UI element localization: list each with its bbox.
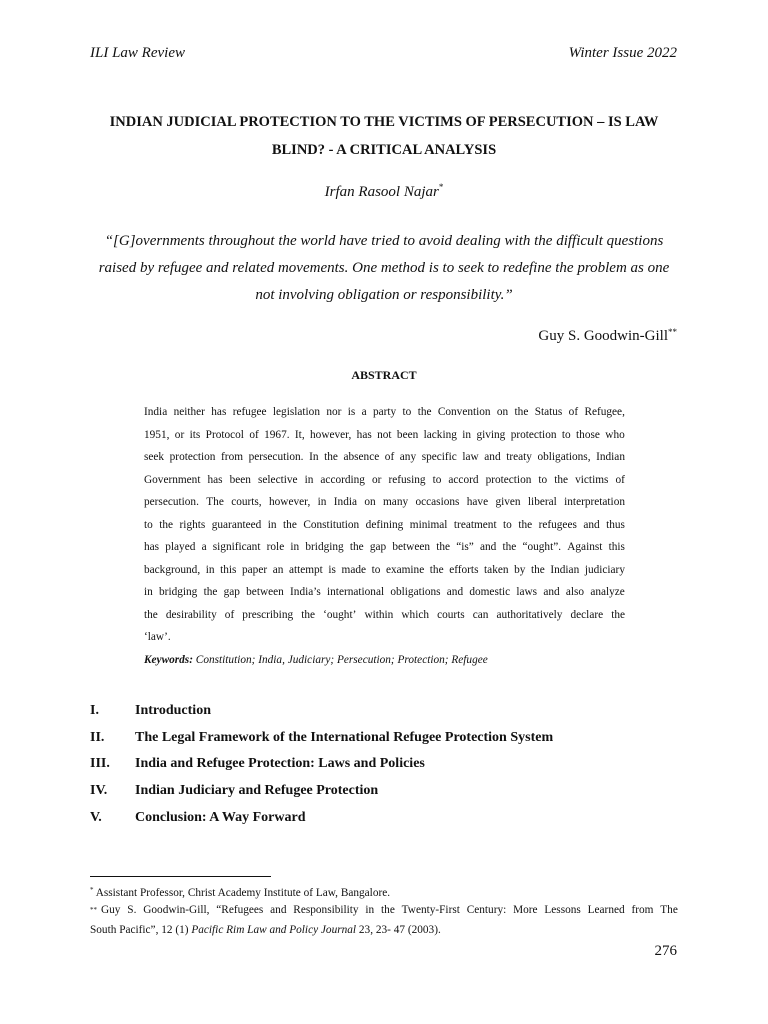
word: the bbox=[203, 586, 218, 598]
word: has bbox=[144, 541, 160, 553]
word: background, bbox=[144, 563, 201, 576]
word: Goodwin-Gill, bbox=[143, 904, 210, 916]
word: and bbox=[446, 586, 464, 598]
toc-number: III. bbox=[90, 756, 110, 772]
word: the bbox=[530, 563, 545, 576]
word: 1967. bbox=[264, 428, 290, 441]
word: bridging bbox=[159, 586, 198, 598]
word: refusing bbox=[388, 473, 426, 486]
word: the bbox=[381, 904, 395, 916]
word: of bbox=[568, 406, 579, 418]
word: and bbox=[270, 904, 287, 916]
toc-item bbox=[90, 698, 553, 725]
word: Protocol bbox=[205, 428, 244, 441]
word: attempt bbox=[288, 563, 323, 576]
word: gap bbox=[223, 586, 240, 598]
word: and bbox=[484, 451, 501, 463]
word: courts bbox=[437, 608, 465, 621]
footnote-2-text bbox=[101, 902, 678, 922]
toc-number: II. bbox=[90, 729, 105, 745]
word: many bbox=[383, 496, 409, 508]
word: in bbox=[144, 586, 153, 598]
author-byline bbox=[90, 182, 678, 201]
word: within bbox=[364, 608, 394, 621]
word: to bbox=[561, 428, 571, 441]
word: specific bbox=[421, 451, 457, 463]
word: and bbox=[543, 586, 560, 598]
word: however, bbox=[310, 428, 352, 441]
word: Responsibility bbox=[293, 904, 359, 916]
toc-title: Introduction bbox=[135, 703, 211, 719]
footnote-2-start bbox=[90, 902, 97, 922]
word: or bbox=[174, 428, 185, 441]
epigraph bbox=[90, 228, 678, 309]
word: absence bbox=[343, 451, 380, 463]
word: has bbox=[356, 428, 372, 441]
abstract-line bbox=[144, 469, 625, 492]
word: played bbox=[165, 541, 196, 553]
word: Against bbox=[567, 541, 603, 553]
word: the bbox=[283, 518, 297, 531]
word: India bbox=[144, 406, 168, 418]
word: Indian bbox=[596, 451, 625, 463]
footnote-marker: * bbox=[90, 886, 94, 894]
word: neither bbox=[173, 406, 205, 418]
footnote-1 bbox=[90, 882, 678, 902]
word: Century: bbox=[466, 904, 507, 916]
toc-item bbox=[90, 751, 553, 778]
word: persecution. bbox=[248, 451, 304, 463]
word: treaty bbox=[506, 451, 532, 463]
author-name: Irfan Rasool Najar bbox=[324, 184, 439, 200]
word: however, bbox=[269, 496, 311, 508]
page-number: 276 bbox=[654, 943, 677, 959]
word: More bbox=[513, 904, 538, 916]
toc-number: IV. bbox=[90, 783, 108, 799]
abstract-line bbox=[144, 559, 625, 582]
word: to bbox=[503, 518, 512, 531]
word: 1951, bbox=[144, 428, 170, 441]
word: any bbox=[399, 451, 417, 463]
word: guaranteed bbox=[211, 518, 262, 531]
word: examine bbox=[385, 563, 425, 576]
word: seek bbox=[144, 451, 165, 463]
abstract-line bbox=[144, 581, 625, 604]
table-of-contents bbox=[90, 698, 553, 831]
toc-number: V. bbox=[90, 809, 102, 825]
abstract-line bbox=[144, 604, 625, 627]
footnote-text: Assistant Professor, Christ Academy Institute of Law, Bangalore. bbox=[95, 887, 391, 899]
word: who bbox=[605, 428, 625, 441]
word: the bbox=[417, 406, 432, 418]
toc-title: Indian Judiciary and Refugee Protection bbox=[135, 783, 379, 799]
word: given bbox=[495, 496, 521, 508]
word: law bbox=[462, 451, 479, 463]
word: S. bbox=[127, 904, 137, 916]
issue-label: Winter Issue 2022 bbox=[568, 45, 677, 61]
word: significant bbox=[212, 541, 261, 553]
word: between bbox=[392, 541, 431, 553]
word: selective bbox=[258, 473, 298, 486]
word: Status bbox=[534, 406, 563, 418]
word: obligations, bbox=[537, 451, 591, 463]
word: in bbox=[205, 563, 215, 576]
epigraph-line-2: raised by refugee and related movements. One method is to seek to redefine the problem as one bbox=[98, 260, 670, 276]
word: Convention bbox=[437, 406, 491, 418]
title-line-1: INDIAN JUDICIAL PROTECTION TO THE VICTIMS OF PERSECUTION – IS LAW bbox=[109, 114, 659, 130]
word: In bbox=[309, 451, 319, 463]
abstract-heading: ABSTRACT bbox=[351, 368, 417, 382]
footnote-divider bbox=[90, 876, 271, 877]
keywords-line bbox=[144, 649, 625, 672]
word: occasions bbox=[415, 496, 460, 508]
word: in bbox=[290, 541, 300, 553]
word: minimal bbox=[409, 518, 448, 531]
word: lacking bbox=[423, 428, 457, 441]
abstract-line bbox=[144, 446, 625, 469]
word: of bbox=[249, 428, 259, 441]
word: Guy bbox=[101, 904, 121, 916]
word: has bbox=[211, 406, 227, 418]
footnote-marker: ** bbox=[90, 906, 97, 914]
abstract-line bbox=[144, 514, 625, 537]
keywords-label: Keywords: bbox=[144, 653, 193, 666]
abstract-body bbox=[144, 401, 625, 671]
word: its bbox=[189, 428, 201, 441]
word: to bbox=[144, 518, 153, 531]
attribution-footnote-marker: ** bbox=[668, 327, 677, 337]
toc-title: The Legal Framework of the International Refugee Protection System bbox=[135, 729, 554, 745]
word: of bbox=[384, 451, 395, 463]
word: to bbox=[402, 406, 412, 418]
word: the bbox=[611, 608, 625, 621]
journal-name: ILI Law Review bbox=[90, 45, 185, 61]
word: in bbox=[304, 473, 314, 486]
word: persecution. bbox=[144, 496, 199, 508]
word: taken bbox=[484, 563, 509, 576]
word: protection bbox=[485, 473, 532, 486]
paper-title bbox=[90, 108, 678, 164]
toc-item bbox=[90, 804, 553, 831]
toc-number: I. bbox=[90, 703, 99, 719]
word: The bbox=[206, 496, 224, 508]
word: on bbox=[496, 406, 509, 418]
word: also bbox=[565, 586, 585, 598]
word: Lessons bbox=[544, 904, 581, 916]
toc-item bbox=[90, 725, 553, 752]
word: have bbox=[466, 496, 489, 508]
title-line-2: BLIND? - A CRITICAL ANALYSIS bbox=[271, 142, 497, 158]
word: analyze bbox=[590, 586, 625, 598]
epigraph-line-1: “[G]overnments throughout the world have tried to avoid dealing with the difficult questions bbox=[104, 233, 664, 249]
word: rights bbox=[179, 518, 206, 531]
word: the bbox=[502, 541, 517, 553]
word: a bbox=[361, 406, 367, 418]
word: which bbox=[401, 608, 429, 621]
word: those bbox=[576, 428, 600, 441]
word: judiciary bbox=[584, 563, 625, 576]
word: the bbox=[324, 451, 338, 463]
word: interpretation bbox=[564, 496, 625, 508]
word: The bbox=[660, 904, 678, 916]
word: Government bbox=[144, 473, 201, 486]
word: been bbox=[396, 428, 419, 441]
word: protection bbox=[510, 428, 557, 441]
word: the bbox=[429, 563, 444, 576]
abstract-line bbox=[144, 536, 625, 559]
word: to bbox=[538, 473, 548, 486]
word: the bbox=[518, 518, 533, 531]
word: from bbox=[631, 904, 654, 916]
footnotes bbox=[90, 882, 678, 939]
word: accord bbox=[448, 473, 479, 486]
word: this bbox=[608, 541, 625, 553]
word: from bbox=[221, 451, 244, 463]
word: between bbox=[246, 586, 284, 598]
word: or bbox=[372, 473, 382, 486]
word: India bbox=[333, 496, 357, 508]
word: ‘ought’ bbox=[323, 608, 357, 621]
word: the bbox=[554, 473, 569, 486]
word: the bbox=[349, 541, 364, 553]
word: victims bbox=[575, 473, 609, 486]
abstract-line: ‘law’. bbox=[144, 631, 171, 643]
word: laws bbox=[516, 586, 538, 598]
word: made bbox=[341, 563, 366, 576]
word: Twenty-First bbox=[401, 904, 460, 916]
word: the bbox=[144, 608, 158, 621]
word: bridging bbox=[305, 541, 344, 553]
word: legislation bbox=[272, 406, 320, 418]
word: in bbox=[462, 428, 472, 441]
word: gap bbox=[369, 541, 387, 553]
word: Refugee, bbox=[584, 406, 625, 418]
toc-item bbox=[90, 778, 553, 805]
word: the bbox=[301, 608, 316, 621]
word: an bbox=[272, 563, 284, 576]
word: by bbox=[514, 563, 526, 576]
word: can bbox=[472, 608, 489, 621]
word: “is” bbox=[456, 541, 474, 553]
word: refugee bbox=[232, 406, 267, 418]
word: party bbox=[372, 406, 397, 418]
abstract-line bbox=[144, 401, 625, 424]
word: the bbox=[514, 406, 529, 418]
word: is bbox=[328, 563, 336, 576]
footnote-2-line-2 bbox=[90, 922, 678, 939]
word: efforts bbox=[449, 563, 479, 576]
word: India’s bbox=[290, 586, 321, 598]
toc-title: India and Refugee Protection: Laws and Policies bbox=[135, 756, 425, 772]
word: in bbox=[365, 904, 375, 916]
word: has bbox=[207, 473, 223, 486]
word: not bbox=[377, 428, 392, 441]
word: the bbox=[159, 518, 174, 531]
word: the bbox=[436, 541, 451, 553]
word: declare bbox=[570, 608, 604, 621]
word: “ought”. bbox=[522, 541, 562, 553]
word: Indian bbox=[550, 563, 580, 576]
word: domestic bbox=[469, 586, 511, 598]
footnote-2-line-1 bbox=[90, 902, 678, 922]
word: this bbox=[220, 563, 237, 576]
word: liberal bbox=[527, 496, 557, 508]
author-footnote-marker: * bbox=[438, 182, 444, 192]
abstract-line bbox=[144, 424, 625, 447]
epigraph-line-3: not involving obligation or responsibility.” bbox=[255, 287, 513, 303]
word: to bbox=[371, 563, 381, 576]
word: defining bbox=[365, 518, 404, 531]
word: and bbox=[479, 541, 497, 553]
word: role bbox=[266, 541, 285, 553]
word: of bbox=[224, 608, 235, 621]
word: in bbox=[317, 496, 327, 508]
footnote-2-citation: South Pacific”, 12 (1) bbox=[90, 924, 192, 936]
word: giving bbox=[476, 428, 506, 441]
word: obligations bbox=[390, 586, 441, 598]
word: paper bbox=[242, 563, 268, 576]
word: and bbox=[583, 518, 600, 531]
word: thus bbox=[606, 518, 625, 531]
toc-title: Conclusion: A Way Forward bbox=[135, 809, 306, 825]
word: international bbox=[327, 586, 385, 598]
word: been bbox=[229, 473, 251, 486]
word: Learned bbox=[587, 904, 625, 916]
word: according bbox=[320, 473, 365, 486]
word: desirability bbox=[165, 608, 217, 621]
word: authoritatively bbox=[496, 608, 563, 621]
word: nor bbox=[326, 406, 342, 418]
word: prescribing bbox=[242, 608, 294, 621]
word: Constitution bbox=[303, 518, 360, 531]
word: on bbox=[364, 496, 376, 508]
word: It, bbox=[294, 428, 305, 441]
word: in bbox=[267, 518, 277, 531]
footnote-2-journal: Pacific Rim Law and Policy Journal bbox=[191, 924, 357, 936]
word: “Refugees bbox=[216, 904, 264, 916]
keywords-list: Constitution; India, Judiciary; Persecution; Protection; Refugee bbox=[195, 653, 488, 666]
word: courts, bbox=[231, 496, 262, 508]
abstract-line bbox=[144, 491, 625, 514]
word: a bbox=[201, 541, 207, 553]
word: refugees bbox=[538, 518, 577, 531]
attribution-name: Guy S. Goodwin-Gill bbox=[538, 328, 668, 344]
word: is bbox=[347, 406, 356, 418]
footnote-2-pages: 23, 23- 47 (2003). bbox=[356, 924, 441, 936]
word: to bbox=[432, 473, 442, 486]
word: of bbox=[615, 473, 625, 486]
epigraph-attribution bbox=[538, 327, 677, 345]
word: treatment bbox=[453, 518, 497, 531]
word: protection bbox=[169, 451, 216, 463]
